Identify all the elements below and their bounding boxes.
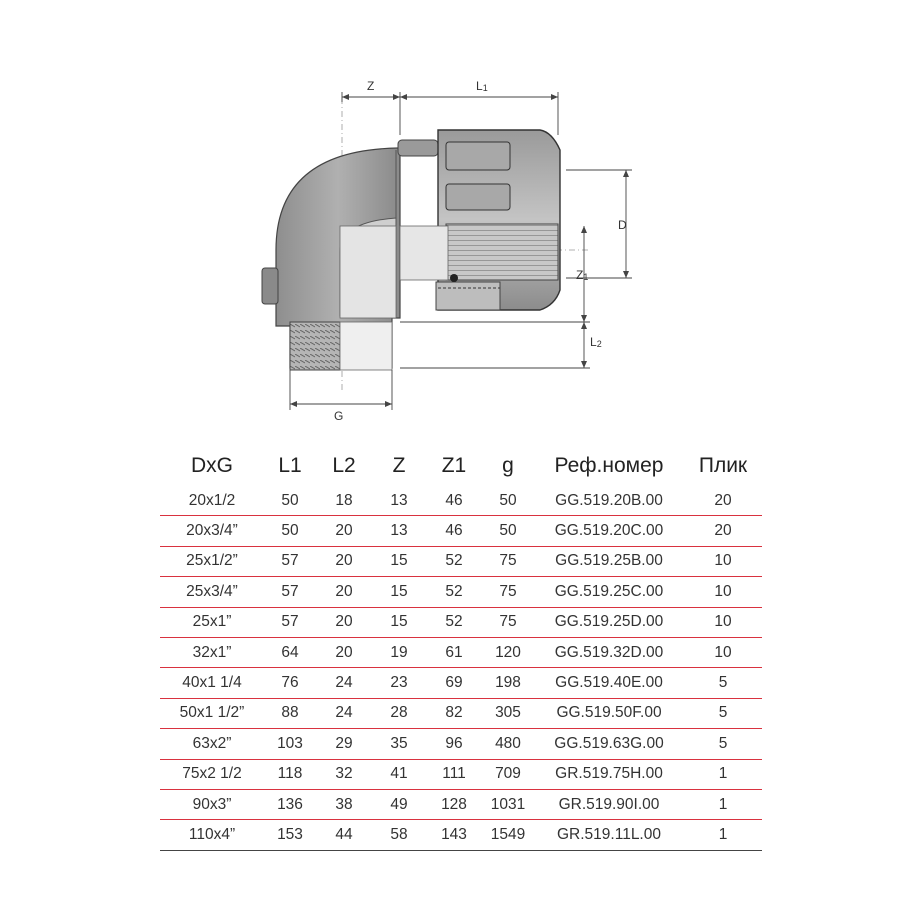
col-header-pack: Плик <box>698 454 748 477</box>
male-thread <box>290 322 392 370</box>
cell-l2: 24 <box>316 668 372 698</box>
table-row <box>160 486 762 516</box>
cell-l1: 103 <box>264 729 316 759</box>
table-row <box>160 577 762 607</box>
dim-label-l1: L1 <box>476 79 488 93</box>
table-row <box>160 759 762 789</box>
cell-pack: 5 <box>684 668 762 698</box>
cell-g: 50 <box>482 516 534 546</box>
cell-l2: 20 <box>316 546 372 576</box>
cell-z: 58 <box>372 820 426 850</box>
cell-g: 75 <box>482 546 534 576</box>
cell-dxg: 90x3” <box>160 789 264 819</box>
cell-g: 1549 <box>482 820 534 850</box>
cell-l2: 38 <box>316 789 372 819</box>
cell-l1: 57 <box>264 546 316 576</box>
dim-label-l1-sub: 1 <box>482 83 488 93</box>
cell-g: 120 <box>482 637 534 667</box>
cell-z1: 111 <box>426 759 482 789</box>
cell-ref: GG.519.50F.00 <box>534 698 684 728</box>
cell-l1: 153 <box>264 820 316 850</box>
cell-z1: 69 <box>426 668 482 698</box>
cell-pack: 10 <box>684 546 762 576</box>
cell-dxg: 75x2 1/2 <box>160 759 264 789</box>
cell-z1: 61 <box>426 637 482 667</box>
cell-l1: 57 <box>264 607 316 637</box>
compression-nut <box>400 130 560 310</box>
cell-z: 41 <box>372 759 426 789</box>
cell-l2: 20 <box>316 637 372 667</box>
table-row <box>160 637 762 667</box>
cell-g: 198 <box>482 668 534 698</box>
cell-z: 15 <box>372 546 426 576</box>
cell-ref: GR.519.90I.00 <box>534 789 684 819</box>
table-row <box>160 729 762 759</box>
cell-l1: 118 <box>264 759 316 789</box>
fitting-drawing <box>0 0 900 440</box>
table-row <box>160 546 762 576</box>
cell-z: 19 <box>372 637 426 667</box>
cell-g: 1031 <box>482 789 534 819</box>
col-header-ref: Реф.номер <box>554 454 664 477</box>
cell-l1: 57 <box>264 577 316 607</box>
cell-z1: 52 <box>426 577 482 607</box>
cell-ref: GG.519.25D.00 <box>534 607 684 637</box>
cell-dxg: 110x4” <box>160 820 264 850</box>
cell-dxg: 25x3/4” <box>160 577 264 607</box>
cell-z: 23 <box>372 668 426 698</box>
cell-z1: 96 <box>426 729 482 759</box>
cell-dxg: 20x3/4” <box>160 516 264 546</box>
cell-dxg: 50x1 1/2” <box>160 698 264 728</box>
cell-pack: 1 <box>684 820 762 850</box>
cell-z: 15 <box>372 607 426 637</box>
table-header-row <box>160 446 762 486</box>
cell-g: 305 <box>482 698 534 728</box>
cell-ref: GG.519.25B.00 <box>534 546 684 576</box>
cell-l1: 64 <box>264 637 316 667</box>
cell-ref: GG.519.63G.00 <box>534 729 684 759</box>
col-header-l1: L1 <box>278 454 302 477</box>
spec-table-body <box>160 486 762 850</box>
cell-l2: 20 <box>316 577 372 607</box>
cell-ref: GG.519.40E.00 <box>534 668 684 698</box>
cell-z: 35 <box>372 729 426 759</box>
cell-l1: 50 <box>264 516 316 546</box>
col-header-dxg: DxG <box>191 454 233 477</box>
cell-l1: 50 <box>264 486 316 516</box>
cell-ref: GG.519.20B.00 <box>534 486 684 516</box>
table-row <box>160 789 762 819</box>
cell-pack: 10 <box>684 607 762 637</box>
cell-pack: 10 <box>684 637 762 667</box>
cell-dxg: 25x1” <box>160 607 264 637</box>
cell-dxg: 63x2” <box>160 729 264 759</box>
spec-table <box>160 446 762 851</box>
table-row <box>160 668 762 698</box>
cell-z1: 82 <box>426 698 482 728</box>
cell-l1: 76 <box>264 668 316 698</box>
cell-pack: 5 <box>684 698 762 728</box>
cell-z1: 128 <box>426 789 482 819</box>
dim-label-z1: Z1 <box>576 268 589 282</box>
cell-dxg: 20x1/2 <box>160 486 264 516</box>
cell-l2: 32 <box>316 759 372 789</box>
cell-z1: 46 <box>426 486 482 516</box>
cell-g: 75 <box>482 607 534 637</box>
cell-g: 50 <box>482 486 534 516</box>
cell-pack: 1 <box>684 759 762 789</box>
cell-pack: 20 <box>684 486 762 516</box>
cell-g: 480 <box>482 729 534 759</box>
cell-l1: 136 <box>264 789 316 819</box>
cell-dxg: 40x1 1/4 <box>160 668 264 698</box>
cell-l2: 18 <box>316 486 372 516</box>
cell-z: 13 <box>372 486 426 516</box>
cell-l1: 88 <box>264 698 316 728</box>
table-row <box>160 607 762 637</box>
table-row <box>160 516 762 546</box>
cell-z: 28 <box>372 698 426 728</box>
cell-z: 13 <box>372 516 426 546</box>
col-header-l2: L2 <box>332 454 356 477</box>
dim-label-d: D <box>618 218 627 232</box>
dim-label-z: Z <box>367 79 375 93</box>
cell-z: 15 <box>372 577 426 607</box>
cell-z1: 52 <box>426 546 482 576</box>
cell-z1: 52 <box>426 607 482 637</box>
cell-ref: GG.519.20C.00 <box>534 516 684 546</box>
cell-z1: 46 <box>426 516 482 546</box>
table-row <box>160 698 762 728</box>
dim-label-l2: L2 <box>590 335 602 349</box>
cell-dxg: 32x1” <box>160 637 264 667</box>
cell-l2: 20 <box>316 516 372 546</box>
cell-g: 75 <box>482 577 534 607</box>
cell-g: 709 <box>482 759 534 789</box>
cell-ref: GG.519.25C.00 <box>534 577 684 607</box>
cell-pack: 20 <box>684 516 762 546</box>
cell-l2: 24 <box>316 698 372 728</box>
cell-dxg: 25x1/2” <box>160 546 264 576</box>
cell-ref: GR.519.11L.00 <box>534 820 684 850</box>
col-header-z: Z <box>392 454 406 477</box>
dim-label-l2-sub: 2 <box>596 339 602 349</box>
cell-l2: 44 <box>316 820 372 850</box>
col-header-z1: Z1 <box>441 454 467 477</box>
cell-pack: 5 <box>684 729 762 759</box>
cell-ref: GR.519.75H.00 <box>534 759 684 789</box>
col-header-g: g <box>502 454 514 477</box>
cell-z: 49 <box>372 789 426 819</box>
cell-l2: 20 <box>316 607 372 637</box>
cell-z1: 143 <box>426 820 482 850</box>
cell-pack: 1 <box>684 789 762 819</box>
table-row <box>160 820 762 850</box>
cell-l2: 29 <box>316 729 372 759</box>
cell-ref: GG.519.32D.00 <box>534 637 684 667</box>
dim-label-g: G <box>334 409 344 423</box>
dim-label-z1-sub: 1 <box>583 272 589 282</box>
cell-pack: 10 <box>684 577 762 607</box>
